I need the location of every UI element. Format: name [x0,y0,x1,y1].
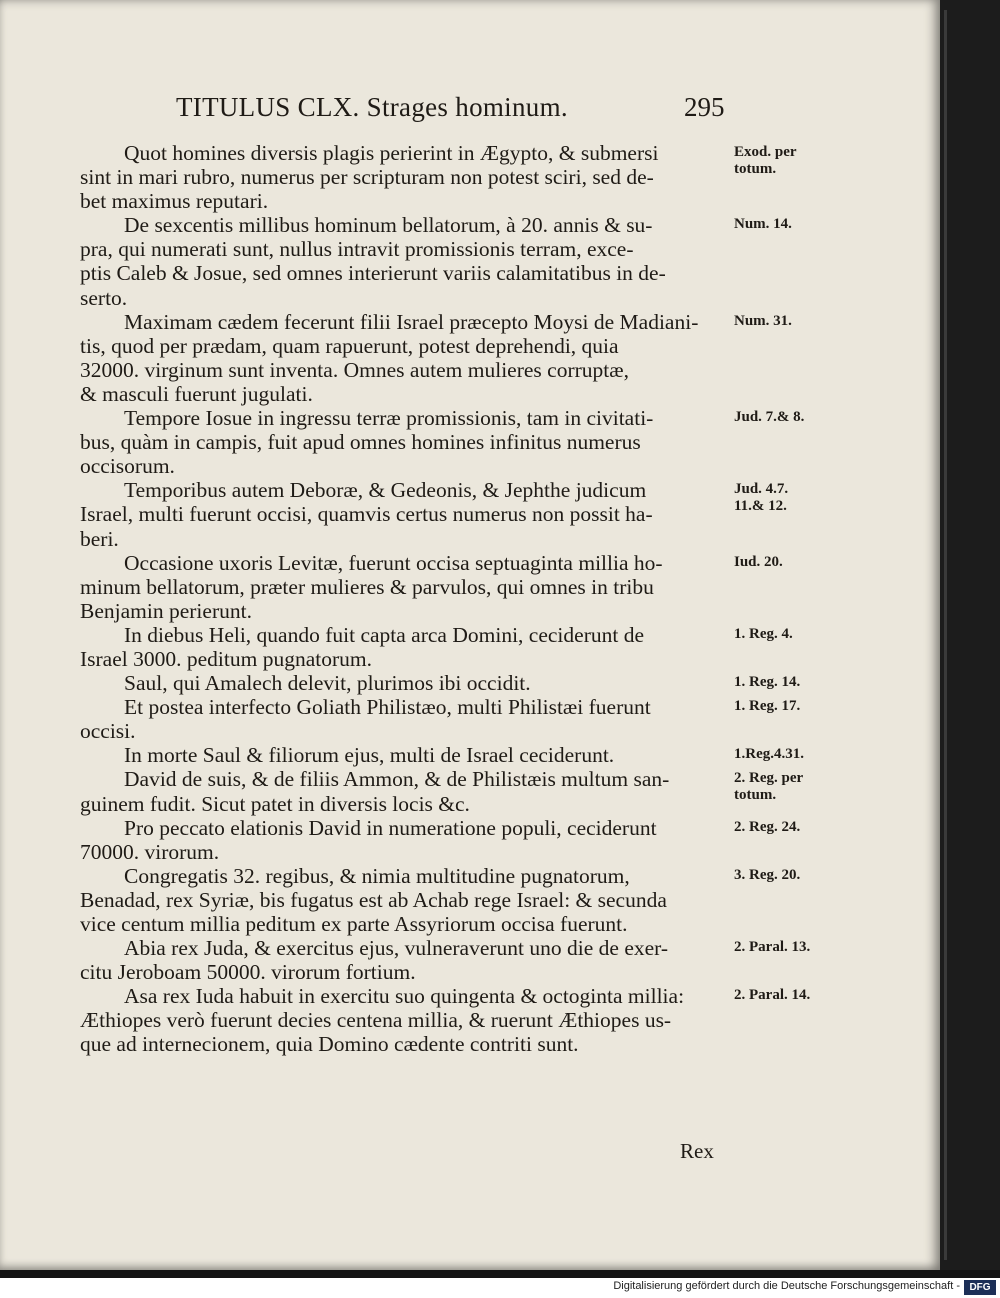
text-line: De sexcentis millibus hominum bellatorum, à 20. annis & su- [124,213,653,238]
text-line: Israel 3000. peditum pugnatorum. [80,646,372,671]
text-line: In morte Saul & filiorum ejus, multi de Israel ceciderunt. [124,743,615,768]
text-line: In diebus Heli, quando fuit capta arca Domini, ceciderunt de [124,622,644,647]
text-line: beri. [80,526,119,551]
paragraph [80,478,789,551]
margin-note: 1.Reg.4.31. [734,746,804,763]
text-line: Benjamin perierunt. [80,598,252,623]
paragraph [80,622,793,671]
paragraph [80,695,801,744]
paragraph [80,984,811,1057]
margin-note: Exod. per totum. [734,144,797,177]
margin-note: 2. Paral. 14. [734,987,811,1004]
paragraph [80,815,801,864]
text-line: Congregatis 32. regibus, & nimia multitudine pugnatorum, [124,863,630,888]
catchword: Rex [680,1139,714,1163]
paragraph [124,743,804,768]
margin-note: 2. Reg. per totum. [734,770,804,804]
text-line: occisorum. [80,454,175,479]
margin-note: Jud. 4.7. 11.& 12. [734,481,789,515]
text-line: Occasione uxoris Levitæ, fuerunt occisa septuaginta millia ho- [124,550,663,575]
paragraph [80,141,797,214]
text-line: occisi. [80,719,136,744]
paragraph [80,406,805,479]
margin-note: 1. Reg. 4. [734,625,793,642]
text-line: citu Jeroboam 50000. virorum fortium. [80,960,416,985]
footer-bar [0,1278,1000,1298]
text-line: 32000. virginum sunt inventa. Omnes autem mulieres corruptæ, [80,357,629,382]
text-line: Quot homines diversis plagis perierint in Ægypto, & submersi [124,141,659,165]
text-line: vice centum millia peditum ex parte Assyriorum occisa fuerunt. [80,912,628,936]
text-line: Temporibus autem Deboræ, & Gedeonis, & Jephthe judicum [124,478,647,503]
text-line: serto. [80,285,128,310]
text-line: Pro peccato elationis David in numeratione populi, ceciderunt [124,815,657,840]
running-header [0,86,940,126]
margin-note: Jud. 7.& 8. [734,409,805,426]
text-line: bus, quàm in campis, fuit apud omnes homines infinitus numerus [80,430,641,455]
text-line: pra, qui numerati sunt, nullus intravit promissionis terram, exce- [80,237,634,262]
text-line: guinem fudit. Sicut patet in diversis locis &c. [80,791,470,816]
text-line: tis, quod per prædam, quam rapuerunt, potest deprehendi, quia [80,333,619,358]
text-line: Æthiopes verò fuerunt decies centena millia, & ruerunt Æthiopes us- [80,1008,672,1033]
text-line: Israel, multi fuerunt occisi, quamvis certus numerus non possit ha- [80,502,653,527]
margin-note: 3. Reg. 20. [734,866,801,883]
text-line: Saul, qui Amalech delevit, plurimos ibi occidit. [124,671,531,696]
text-line: 70000. virorum. [80,839,220,864]
margin-note: 2. Paral. 13. [734,939,811,956]
text-line: Abia rex Juda, & exercitus ejus, vulneraverunt uno die de exer- [124,936,669,961]
page-edge [940,0,1000,1270]
text-line: Maximam cædem fecerunt filii Israel præcepto Moysi de Madiani- [124,309,699,334]
margin-note: Num. 31. [734,312,792,329]
margin-note: 2. Reg. 24. [734,818,801,835]
page-edge-line [944,10,947,1260]
text-line: que ad internecionem, quia Domino cædente contriti sunt. [80,1032,579,1057]
margin-note: Iud. 20. [734,553,783,570]
paragraph [80,767,804,816]
page-number: 295 [684,92,725,122]
header-title: TITULUS CLX. Strages hominum. [176,92,568,122]
paragraph [80,309,792,406]
text-line: bet maximus reputari. [80,189,269,214]
paragraph [80,213,792,310]
margin-note: 1. Reg. 17. [734,698,801,715]
body-text [80,141,811,1057]
text-line: Benadad, rex Syriæ, bis fugatus est ab Achab rege Israel: & secunda [80,887,667,912]
margin-note: Num. 14. [734,216,792,233]
text-line: Asa rex Iuda habuit in exercitu suo quingenta & octoginta millia: [124,984,685,1009]
footer-credit: Digitalisierung gefördert durch die Deutsche Forschungsgemeinschaft - [613,1280,960,1292]
text-line: sint in mari rubro, numerus per scripturam non potest sciri, sed de- [80,165,654,190]
text-line: David de suis, & de filiis Ammon, & de Philistæis multum san- [124,767,670,792]
paragraph [80,863,801,936]
dfg-logo: DFG [964,1280,996,1295]
text-line: & masculi fuerunt jugulati. [80,381,313,406]
text-line: minum bellatorum, præter mulieres & parvulos, qui omnes in tribu [80,574,654,599]
text-line: Tempore Iosue in ingressu terræ promissionis, tam in civitati- [124,406,654,431]
margin-note: 1. Reg. 14. [734,674,801,691]
text-line: Et postea interfecto Goliath Philistæo, multi Philistæi fuerunt [124,695,651,720]
paragraph [80,550,783,623]
paragraph [124,671,801,696]
text-line: ptis Caleb & Josue, sed omnes interierunt variis calamitatibus in de- [80,261,666,286]
paragraph [80,936,811,985]
